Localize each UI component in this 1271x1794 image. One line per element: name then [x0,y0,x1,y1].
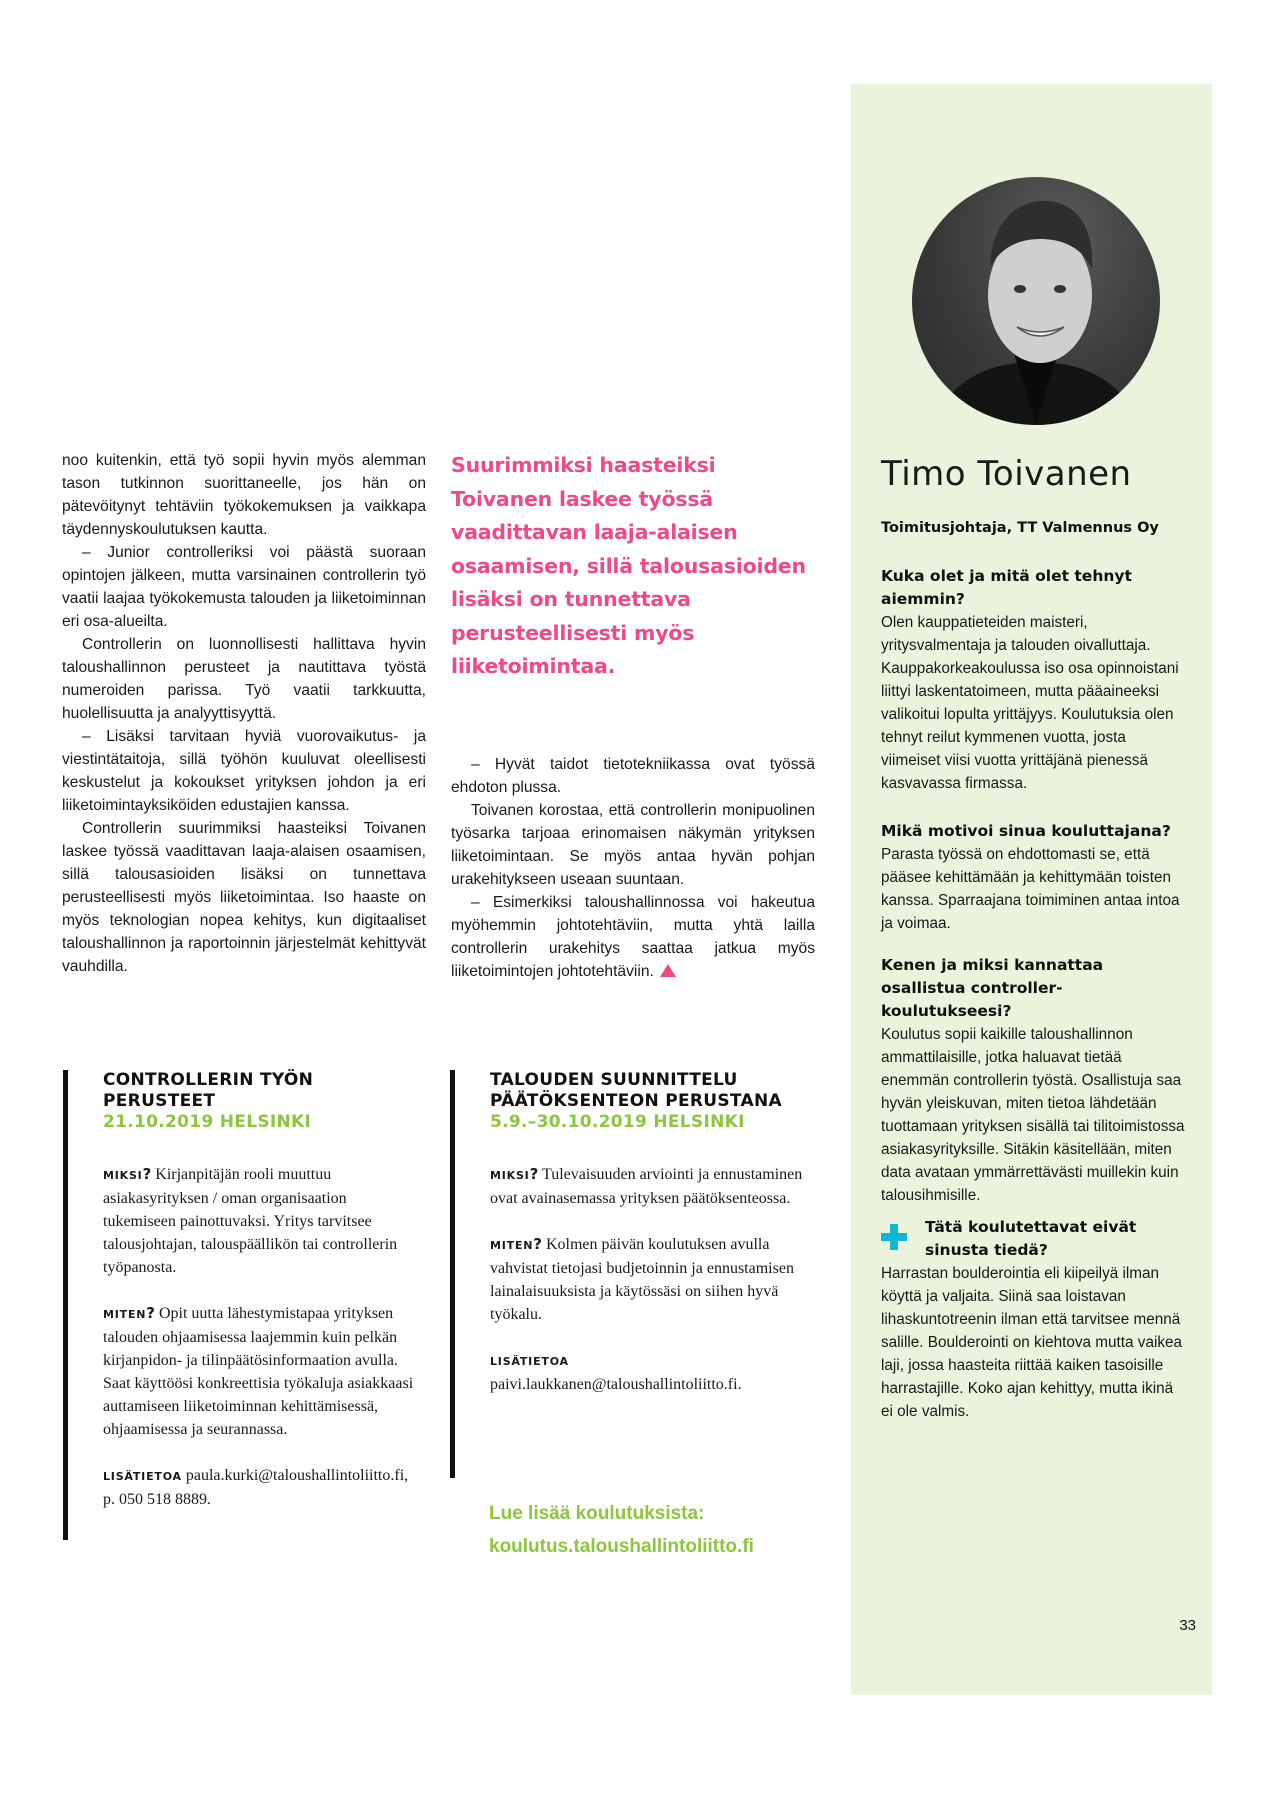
paragraph: Toivanen korostaa, että controllerin monipuolinen työsarka tarjoaa erinomaisen näkymän yrityksen liiketoimintaan. Se myös antaa hyvän pohjan urakehitykseen useaan suuntaan. [451,802,815,888]
info-label: LISÄTIETOA [490,1355,569,1368]
paragraph-text: – Esimerkiksi taloushallinnossa voi hakeutua myöhemmin johtotehtäviin, mutta yhtä lailla controllerin urakehitys saattaa jatkua myös liiketoimintojen johtotehtäviin. [451,894,815,980]
why-text: Kirjanpitäjän rooli muuttuu asiakasyrityksen / oman organisaation tukemiseen painottuvaksi. Yritys tarvitsee talousjohtajan, talouspäällikön tai controllerin työpanosta. [103,1166,398,1276]
trainer-title: Toimitusjohtaja, TT Valmennus Oy [881,520,1159,536]
course-divider-bar [63,1070,68,1540]
qa-item [881,954,1186,1207]
how-text: Kolmen päivän koulutuksen avulla vahvistat tietojasi budjetoinnin ja ennustamisen lainalaisuuksista ja käytössäsi on siihen hyvä työkalu. [490,1236,794,1323]
triangle-icon [660,964,676,977]
qa-item [881,565,1186,795]
course-date: 21.10.2019 HELSINKI [103,1112,312,1132]
plus-icon [881,1224,907,1250]
contact-email[interactable]: paula.kurki@taloushallintoliitto.fi, p. 050 518 8889. [103,1467,409,1508]
article-middle-column [451,753,815,983]
qa-item [881,1216,1186,1423]
course-info [490,1349,810,1396]
qa-question: Mikä motivoi sinua kouluttajana? [881,822,1171,840]
how-text: Opit uutta lähestymistapaa yrityksen talouden ohjaamisessa laajemmin kuin pelkän kirjanpidon- ja tilinpäätösinformaation avulla. Saat käyttöösi konkreettisia työkaluja asiakkaasi auttamiseen liiketoiminnan kehittämisessä, ohjaamisessa ja seurannassa. [103,1305,414,1438]
trainer-name: Timo Toivanen [881,454,1132,494]
qa-answer: Olen kauppatieteiden maisteri, yritysvalmentaja ja talouden oivalluttaja. Kauppakorkeakoulussa iso osa opinnoistani liittyi laskentatoimeen, mutta pääaineeksi valikoitui lopulta yrittäjyys. Koulutuksia olen tehnyt reilut kymmenen vuotta, josta viimeiset viisi vuotta yrittäjänä pienessä kasvavassa firmassa. [881,614,1179,792]
why-label: MIKSI? [103,1165,152,1183]
how-label: MITEN? [103,1304,155,1322]
course-how [103,1302,423,1441]
read-more-link[interactable]: koulutus.taloushallintoliitto.fi [489,1536,754,1557]
portrait-photo [912,177,1160,425]
course-title: TALOUDEN SUUNNITTELU PÄÄTÖKSENTEON PERUSTANA [490,1070,782,1111]
course-divider-bar [450,1070,455,1478]
qa-question: Kuka olet ja mitä olet tehnyt aiemmin? [881,567,1132,608]
info-label: LISÄTIETOA [103,1470,182,1483]
contact-email[interactable]: paivi.laukkanen@taloushallintoliitto.fi. [490,1376,742,1393]
read-more-label: Lue lisää koulutuksista: [489,1503,705,1524]
page-number: 33 [1179,1617,1196,1634]
course-why [103,1163,423,1279]
why-label: MIKSI? [490,1165,539,1183]
paragraph: – Lisäksi tarvitaan hyviä vuorovaikutus- ja viestintätaitoja, sillä työhön kuuluvat oleellisesti keskustelut ja kokoukset yrityksen johdon ja eri liiketoimintayksiköiden edustajien kanssa. [62,728,426,814]
paragraph: Controllerin on luonnollisesti hallittava hyvin taloushallinnon perusteet ja nautittava työstä numeroiden parissa. Työ vaatii tarkkuutta, huolellisuutta ja analyyttisyyttä. [62,636,426,722]
paragraph: Controllerin suurimmiksi haasteiksi Toivanen laskee työssä vaadittavan laaja-alaisen osaamisen, sillä talousasioiden lisäksi on tunnettava perusteellisesti myös liiketoimintaa. Iso haaste on myös teknologian nopea kehitys, kun digitaaliset taloushallinnon ja raportoinnin järjestelmät kehittyvät vauhdilla. [62,820,426,975]
person-silhouette-icon [912,177,1160,425]
qa-answer: Koulutus sopii kaikille taloushallinnon ammattilaisille, jotka haluavat tietää enemmän controllerin työstä. Osallistuja saa hyvän yleiskuvan, miten tietoa lähdetään tuottamaan yrityksen sisällä tai tilitoimistossa asiakasyrityksille. Sitäkin käsitellään, miten data avataan ymmärrettävästi muillekin kuin talousihmisille. [881,1026,1185,1204]
article-left-column [62,449,426,978]
paragraph [451,891,815,983]
course-title: CONTROLLERIN TYÖN PERUSTEET [103,1070,314,1111]
course-box [103,1070,423,1511]
how-label: MITEN? [490,1235,542,1253]
course-date: 5.9.–30.10.2019 HELSINKI [490,1112,745,1132]
paragraph: noo kuitenkin, että työ sopii hyvin myös alemman tason tutkinnon suorittaneelle, jos hän on pätevöitynyt tehtäviin työkokemuksen ja vaikkapa täydennyskoulutuksen kautta. [62,452,426,538]
qa-question: Kenen ja miksi kannattaa osallistua controller-koulutukseesi? [881,956,1104,1020]
course-how [490,1233,810,1326]
qa-item [881,820,1186,935]
trainer-sidebar [851,84,1212,1695]
why-text: Tulevaisuuden arviointi ja ennustaminen ovat avainasemassa yrityksen päätöksenteossa. [490,1166,803,1207]
course-box [490,1070,810,1396]
qa-question-wrap [881,1216,1186,1262]
paragraph: – Junior controlleriksi voi päästä suoraan opintojen jälkeen, mutta varsinainen controllerin työ vaatii laajaa työkokemusta talouden ja liiketoiminnan eri osa-alueilta. [62,544,426,630]
qa-answer: Harrastan boulderointia eli kiipeilyä ilman köyttä ja valjaita. Siinä saa loistavan lihaskuntotreenin ilman että tarvitsee mennä salille. Boulderointi on kiehtova mutta vaikea laji, jossa haasteita riittää kaiken tasoisille harrastajille. Koko ajan kehittyy, mutta ikinä ei ole valmis. [881,1265,1183,1420]
qa-question: Tätä koulutettavat eivät sinusta tiedä? [925,1218,1137,1259]
course-why [490,1163,810,1210]
pull-quote: Suurimmiksi haasteiksi Toivanen laskee työssä vaadittavan laaja-alaisen osaamisen, sillä talousasioiden lisäksi on tunnettava perusteellisesti myös liiketoimintaa. [451,453,806,678]
paragraph: – Hyvät taidot tietotekniikassa ovat työssä ehdoton plussa. [451,756,815,796]
course-info [103,1464,423,1511]
qa-answer: Parasta työssä on ehdottomasti se, että pääsee kehittämään ja kehittymään toisten kanssa. Sparraajana toimiminen antaa intoa ja voimaa. [881,846,1180,932]
read-more [489,1497,754,1563]
